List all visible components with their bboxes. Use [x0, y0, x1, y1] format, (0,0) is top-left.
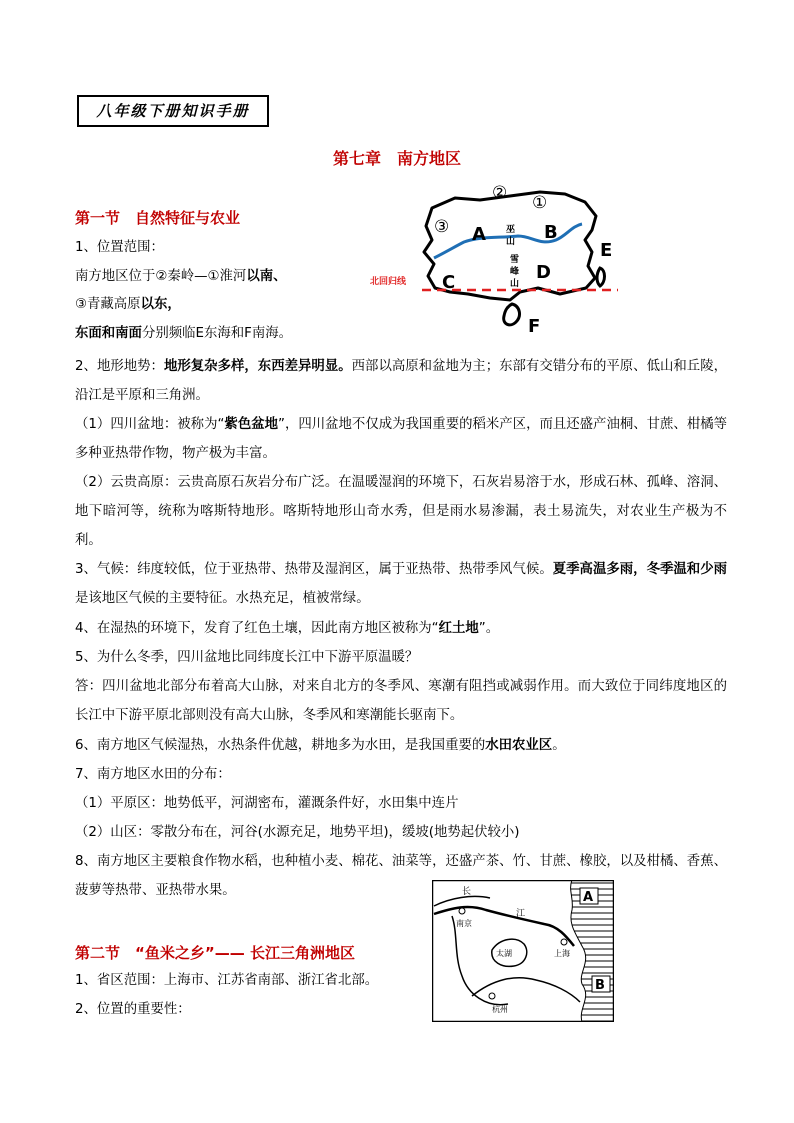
section2-title: 第二节 “鱼米之乡”—— 长江三角洲地区 [75, 944, 355, 962]
position-line-3-b: 分别频临E东海和F南海。 [141, 326, 293, 341]
position-line-2 [75, 295, 181, 315]
location-importance: 2、位置的重要性： [75, 1002, 191, 1017]
position-line-3-a: 东面和南面 [75, 326, 142, 341]
label-F: F [528, 316, 541, 337]
yungui-plateau-paragraph: （2）云贵高原：云贵高原石灰岩分布广泛。在温暖湿润的环境下，石灰岩易溶于水，形成石林、孤峰、溶洞、地下暗河等，统称为喀斯特地形。喀斯特地形山奇水秀，但是雨水易渗漏，表土易流失，对农业生产极为不利。 [75, 475, 727, 548]
taiwan-island [597, 268, 605, 286]
crops-paragraph: 8、南方地区主要粮食作物水稻，也种植小麦、棉花、油菜等，还盛产茶、竹、甘蔗、橡胶，以及柑橘、香蕉、菠萝等热带、亚热带水果。 [75, 854, 727, 898]
label-D: D [536, 262, 551, 283]
xuefeng-2: 峰 [510, 267, 520, 277]
label-circled-2: ② [492, 183, 508, 203]
paddy-c: 。 [552, 738, 566, 753]
label-A: A [472, 224, 486, 245]
hangzhou-dot [489, 993, 495, 999]
chapter-title: 第七章 南方地区 [332, 149, 461, 168]
position-line-1 [75, 267, 286, 287]
position-line-1-a: 南方地区位于②秦岭—①淮河 [75, 269, 247, 284]
soil-c: ”。 [478, 621, 500, 636]
yangtze-delta-map [432, 880, 614, 1022]
terrain-paragraph [75, 352, 727, 410]
position-line-1-b: 以南、 [246, 269, 287, 284]
paddy-b: 水田农业区 [485, 738, 553, 753]
position-line-2-b: 以东， [140, 297, 181, 312]
question-5: 5、为什么冬季，四川盆地比同纬度长江中下游平原温暖？ [75, 650, 419, 665]
label-map2-B: B [595, 978, 605, 993]
handbook-badge: 八年级下册知识手册 [77, 95, 269, 127]
position-heading: 1、位置范围： [75, 240, 164, 255]
wushan-1: 巫 [506, 225, 516, 235]
plain-area-line: （1）平原区：地势低平，河湖密布，灌溉条件好，水田集中连片 [75, 796, 459, 811]
label-map2-A: A [583, 890, 594, 905]
label-circled-1: ① [532, 193, 548, 213]
section1-title: 第一节 自然特征与农业 [75, 209, 241, 227]
label-chang: 长 [462, 887, 472, 897]
hainan-island [504, 304, 520, 325]
wushan-2: 山 [506, 237, 516, 247]
label-B: B [544, 222, 558, 243]
terrain-c: 西部以高原和盆地为主；东部有交错分布的平原、低山和丘陵，沿江是平原和三角洲。 [75, 359, 727, 403]
shanghai-dot [561, 939, 567, 945]
terrain-a: 2、地形地势： [75, 359, 164, 374]
climate-a: 3、气候：纬度较低，位于亚热带、热带及湿润区，属于亚热带、热带季风气候。 [75, 562, 553, 577]
label-jiang: 江 [516, 909, 526, 919]
xuefeng-1: 雪 [510, 255, 520, 265]
south-region-map [360, 180, 630, 340]
label-C: C [442, 272, 456, 293]
sichuan-c: ”，四川盆地不仅成为我国重要的稻米产区，而且还盛产油桐、甘蔗、柑橘等多种亚热带作物，物产极为丰富。 [75, 417, 727, 461]
soil-a: 4、在湿热的环境下，发育了红色土壤，因此南方地区被称为“ [75, 621, 439, 636]
mountain-area-line: （2）山区：零散分布在，河谷(水源充足，地势平坦)，缓坡(地势起伏较小) [75, 825, 520, 840]
terrain-b: 地形复杂多样，东西差异明显。 [163, 359, 352, 374]
paddy-a: 6、南方地区气候湿热，水热条件优越，耕地多为水田，是我国重要的 [75, 738, 486, 753]
sichuan-basin-paragraph [75, 410, 727, 468]
soil-paragraph [75, 614, 727, 643]
soil-b: 红土地 [438, 621, 479, 636]
climate-b: 夏季高温多雨，冬季温和少雨 [552, 562, 727, 577]
label-nanjing: 南京 [456, 919, 472, 928]
label-circled-3: ③ [434, 217, 450, 237]
position-line-2-a: ③青藏高原 [75, 297, 141, 312]
province-scope: 1、省区范围：上海市、江苏省南部、浙江省北部。 [75, 973, 379, 988]
position-line-3 [75, 324, 292, 344]
paddy-distribution-heading: 7、南方地区水田的分布： [75, 767, 231, 782]
label-taihu: 太湖 [496, 949, 512, 958]
label-shanghai: 上海 [554, 949, 570, 958]
xuefeng-3: 山 [510, 279, 520, 289]
nanjing-dot [459, 908, 465, 914]
paddy-paragraph [75, 731, 727, 760]
climate-paragraph [75, 555, 727, 613]
answer-5: 答：四川盆地北部分布着高大山脉，对来自北方的冬季风、寒潮有阻挡或减弱作用。而大致位于同纬度地区的长江中下游平原北部则没有高大山脉，冬季风和寒潮能长驱南下。 [75, 679, 727, 723]
climate-c: 是该地区气候的主要特征。水热充足，植被常绿。 [75, 591, 370, 606]
tropic-label: 北回归线 [370, 277, 407, 287]
label-hangzhou: 杭州 [492, 1005, 508, 1014]
label-E: E [600, 240, 613, 261]
sichuan-a: （1）四川盆地：被称为“ [75, 417, 225, 432]
sichuan-b: 紫色盆地 [224, 417, 279, 432]
